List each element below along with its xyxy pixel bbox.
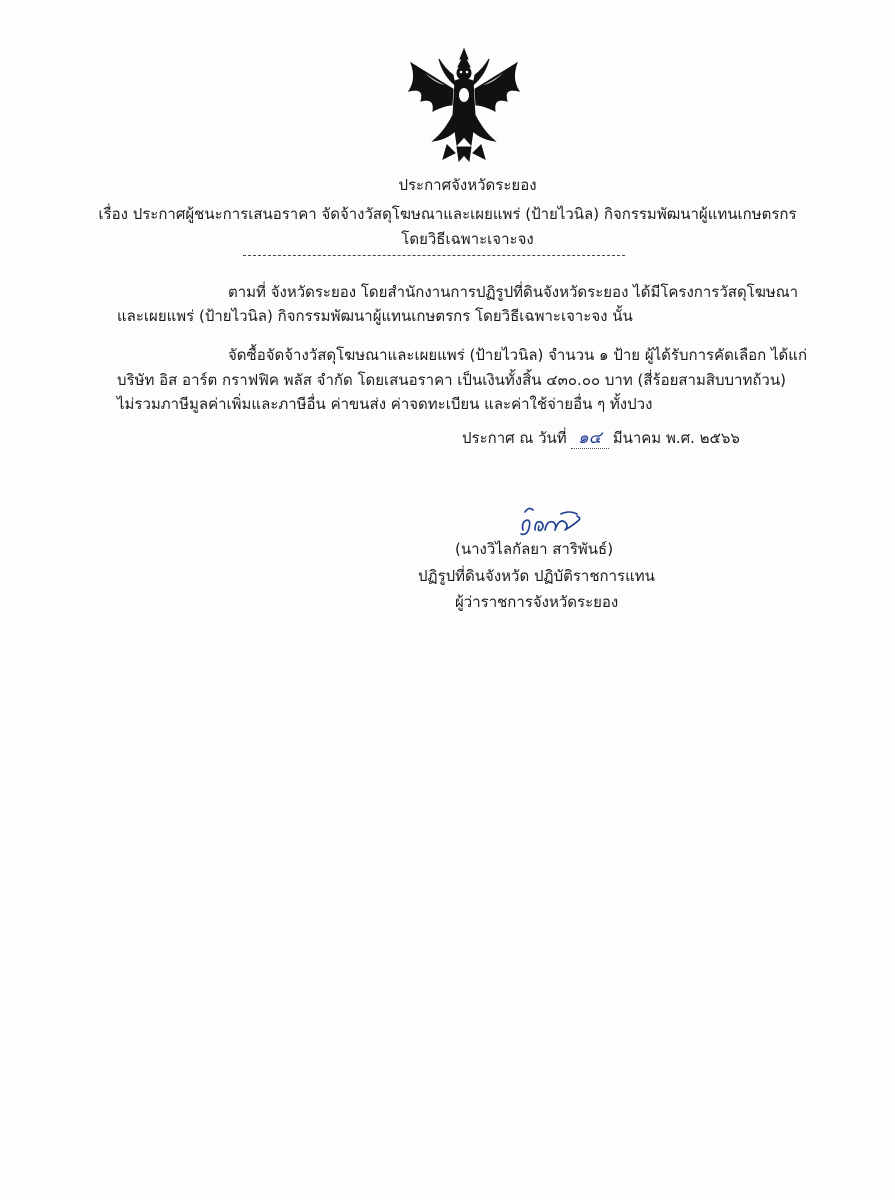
procurement-method: โดยวิธีเฉพาะเจาะจง xyxy=(401,230,534,248)
date-prefix: ประกาศ ณ วันที่ xyxy=(462,429,567,447)
handwritten-signature xyxy=(515,500,585,540)
paragraph2-line: ไม่รวมภาษีมูลค่าเพิ่มและภาษีอื่น ค่าขนส่ง ค่าจดทะเบียน และค่าใช้จ่ายอื่น ๆ ทั้งปวง xyxy=(117,395,653,413)
paragraph2-line: จัดซื้อจัดจ้างวัสดุโฆษณาและเผยแพร่ (ป้ายไวนิล) จำนวน ๑ ป้าย ผู้ได้รับการคัดเลือก ได้แก่ xyxy=(228,346,808,364)
paragraph1-line: และเผยแพร่ (ป้ายไวนิล) กิจกรรมพัฒนาผู้แทนเกษตรกร โดยวิธีเฉพาะเจาะจง นั้น xyxy=(117,307,633,325)
header-separator xyxy=(243,255,625,256)
date-suffix: มีนาคม พ.ศ. ๒๕๖๖ xyxy=(612,429,740,447)
date-day: ๑๔ xyxy=(577,428,602,448)
announcement-date xyxy=(462,428,740,449)
paragraph1-line: ตามที่ จังหวัดระยอง โดยสำนักงานการปฏิรูปที่ดินจังหวัดระยอง ได้มีโครงการวัสดุโฆษณา xyxy=(228,283,799,301)
announcement-subject: เรื่อง ประกาศผู้ชนะการเสนอราคา จัดจ้างวัสดุโฆษณาและเผยแพร่ (ป้ายไวนิล) กิจกรรมพัฒนาผู้แทนเกษตรกร xyxy=(98,205,797,223)
signatory-position: ปฏิรูปที่ดินจังหวัด ปฏิบัติราชการแทน xyxy=(418,567,655,585)
garuda-emblem-icon xyxy=(405,45,523,165)
signatory-title: ผู้ว่าราชการจังหวัดระยอง xyxy=(455,593,619,611)
date-day-field xyxy=(571,428,609,449)
signatory-name: (นางวิไลกัลยา สาริพันธ์) xyxy=(455,540,614,558)
paragraph2-line: บริษัท อิส อาร์ต กราฟฟิค พลัส จำกัด โดยเสนอราคา เป็นเงินทั้งสิ้น ๔๓๐.๐๐ บาท (สี่ร้อยสามสิบบาทถ้วน) xyxy=(117,371,786,389)
announcement-title: ประกาศจังหวัดระยอง xyxy=(398,176,537,194)
